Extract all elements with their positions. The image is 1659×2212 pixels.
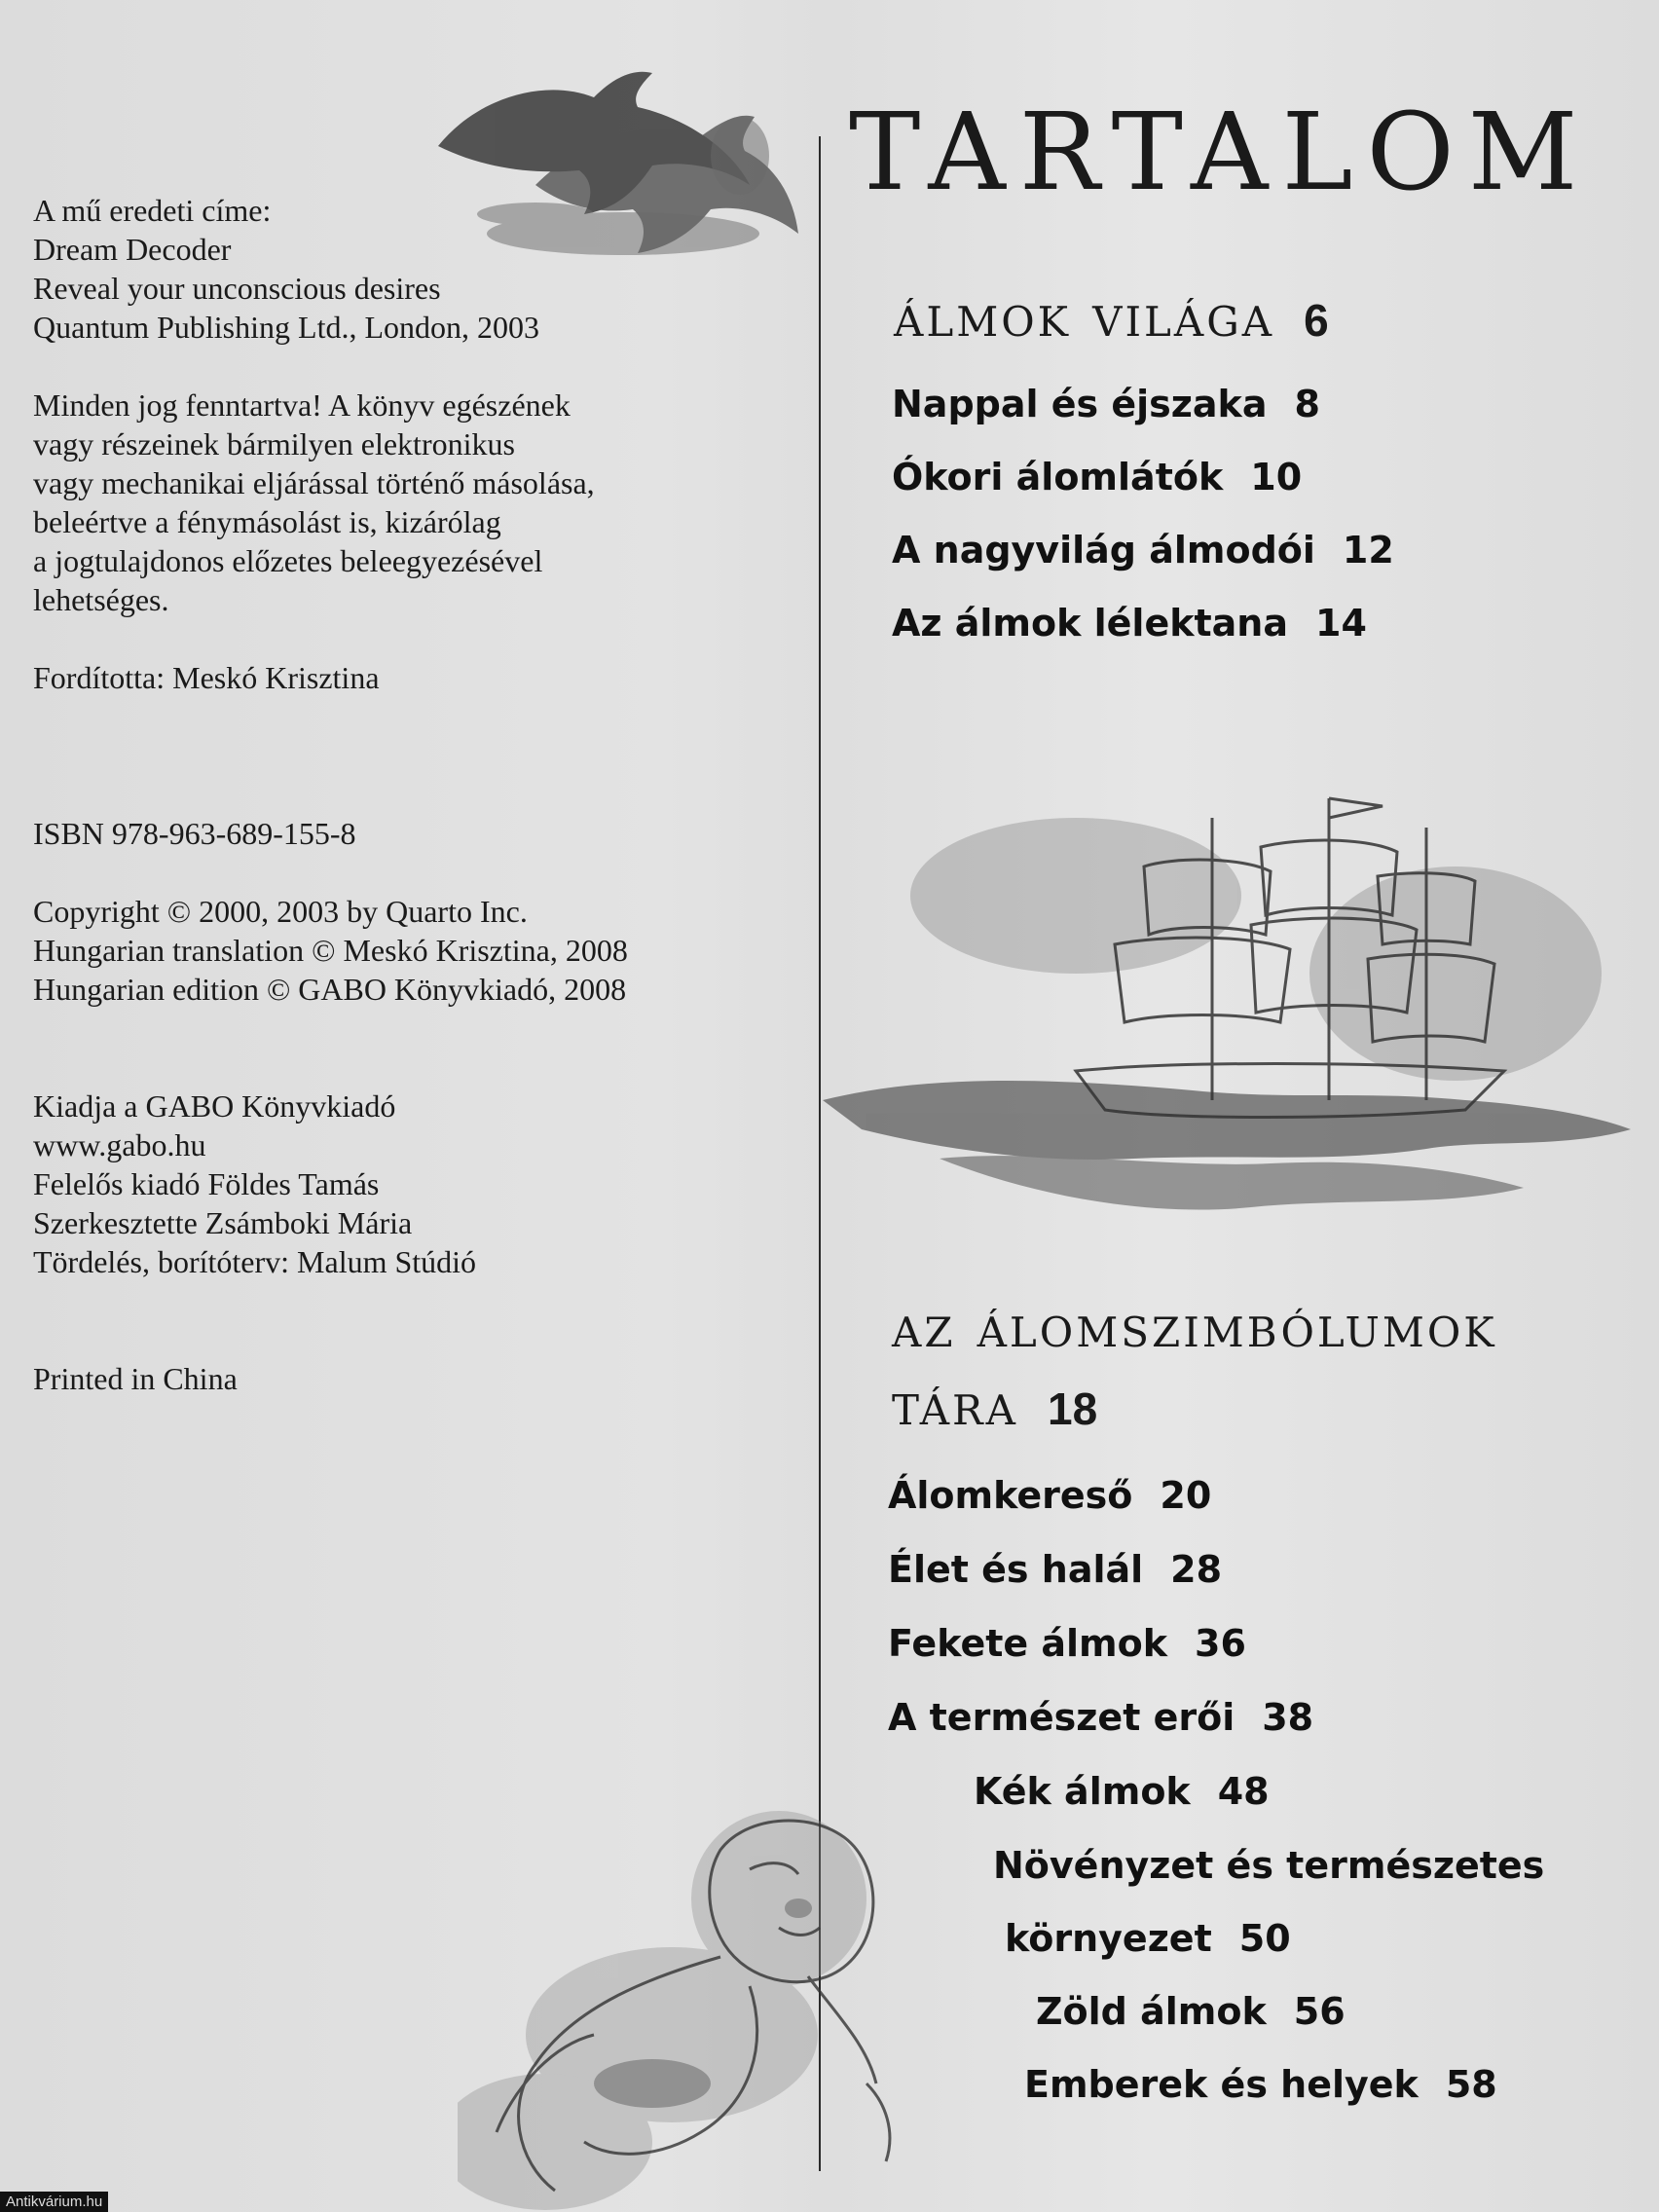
toc-entry[interactable] xyxy=(892,601,1367,645)
toc-entry[interactable] xyxy=(993,1843,1544,1888)
section-title-text: álmok világa xyxy=(894,282,1275,350)
copyright-line: Hungarian translation © Meskó Krisztina, 2008 xyxy=(33,933,628,968)
toc-entry-page: 14 xyxy=(1315,602,1367,645)
toc-entry[interactable] xyxy=(1005,1916,1291,1961)
original-title-block xyxy=(33,191,773,347)
imprint-column xyxy=(33,191,773,1398)
toc-entry-page: 20 xyxy=(1160,1474,1212,1517)
publisher-line: Kiadja a GABO Könyvkiadó xyxy=(33,1088,396,1124)
publisher-line: Szerkesztette Zsámboki Mária xyxy=(33,1205,413,1240)
rights-line: vagy mechanikai eljárással történő másolása, xyxy=(33,465,595,500)
toc-entry-label: A nagyvilág álmodói xyxy=(892,529,1315,571)
rights-line: Minden jog fenntartva! A könyv egészének xyxy=(33,387,571,423)
sailing-ship-illustration xyxy=(823,779,1631,1246)
section-title-text: az álomszimbólumok xyxy=(892,1293,1497,1361)
toc-entry[interactable] xyxy=(1036,1989,1346,2034)
rights-line: lehetséges. xyxy=(33,582,169,617)
toc-entry-label: Emberek és helyek xyxy=(1024,2063,1419,2106)
toc-entry-page: 56 xyxy=(1293,1990,1346,2033)
toc-entry-label: Élet és halál xyxy=(888,1548,1144,1591)
toc-title: TARTALOM xyxy=(849,90,1592,214)
section-page-number: 18 xyxy=(1048,1383,1098,1434)
toc-entry-page: 50 xyxy=(1238,1917,1291,1960)
toc-entry-page: 48 xyxy=(1217,1770,1270,1813)
toc-entry-page: 28 xyxy=(1170,1548,1223,1591)
toc-entry-label: Az álmok lélektana xyxy=(892,602,1288,645)
toc-entry-label: Növényzet és természetes xyxy=(993,1844,1545,1887)
copyright-line: Hungarian edition © GABO Könyvkiadó, 2008 xyxy=(33,972,627,1007)
section-title-alomvilaga xyxy=(894,282,1329,354)
crawling-baby-illustration xyxy=(458,1791,964,2212)
toc-entry[interactable] xyxy=(974,1769,1270,1814)
toc-entry-label: Nappal és éjszaka xyxy=(892,383,1268,425)
toc-entry-label: Ókori álomlátók xyxy=(892,456,1224,498)
section-page-number: 6 xyxy=(1304,295,1329,346)
copyright-line: Copyright © 2000, 2003 by Quarto Inc. xyxy=(33,894,528,929)
toc-entry[interactable] xyxy=(888,1473,1211,1518)
watermark-label: Antikvárium.hu xyxy=(0,2192,108,2212)
toc-entry[interactable] xyxy=(892,528,1394,572)
rights-line: beleértve a fénymásolást is, kizárólag xyxy=(33,504,501,539)
toc-entry[interactable] xyxy=(1024,2062,1497,2107)
imprint-line: Quantum Publishing Ltd., London, 2003 xyxy=(33,310,539,345)
isbn-line: ISBN 978-963-689-155-8 xyxy=(33,816,356,851)
section-title-text: tára xyxy=(892,1371,1019,1439)
publisher-line: www.gabo.hu xyxy=(33,1127,206,1162)
toc-entry[interactable] xyxy=(888,1695,1313,1740)
section-title-alomszimbolumok xyxy=(892,1293,1497,1361)
toc-entry-label: A természet erői xyxy=(888,1696,1235,1739)
toc-entry-label: Zöld álmok xyxy=(1036,1990,1267,2033)
toc-entry-page: 10 xyxy=(1250,456,1303,498)
toc-entry[interactable] xyxy=(892,455,1302,499)
publisher-line: Felelős kiadó Földes Tamás xyxy=(33,1166,380,1201)
rights-line: vagy részeinek bármilyen elektronikus xyxy=(33,426,515,461)
toc-entry-page: 36 xyxy=(1195,1622,1246,1665)
section-title-tara xyxy=(892,1371,1097,1443)
toc-entry-label: Álomkereső xyxy=(888,1474,1133,1517)
toc-entry[interactable] xyxy=(888,1621,1246,1666)
toc-entry-label: környezet xyxy=(1005,1917,1212,1960)
publisher-line: Tördelés, borítóterv: Malum Stúdió xyxy=(33,1244,477,1279)
toc-entry-page: 12 xyxy=(1342,529,1394,571)
toc-entry-page: 38 xyxy=(1262,1696,1314,1739)
rights-line: a jogtulajdonos előzetes beleegyezésével xyxy=(33,543,543,578)
translator-line: Fordította: Meskó Krisztina xyxy=(33,660,380,695)
toc-entry-page: 8 xyxy=(1294,383,1320,425)
imprint-line: Reveal your unconscious desires xyxy=(33,271,441,306)
toc-entry-page: 58 xyxy=(1445,2063,1497,2106)
copyright-block xyxy=(33,892,773,1009)
imprint-line: A mű eredeti címe: xyxy=(33,193,272,228)
rights-block xyxy=(33,386,773,619)
toc-entry[interactable] xyxy=(892,382,1320,426)
printed-line: Printed in China xyxy=(33,1361,238,1396)
toc-entry-label: Kék álmok xyxy=(974,1770,1191,1813)
toc-entry-label: Fekete álmok xyxy=(888,1622,1168,1665)
imprint-line: Dream Decoder xyxy=(33,232,232,267)
toc-entry[interactable] xyxy=(888,1547,1222,1592)
publisher-block xyxy=(33,1087,773,1281)
